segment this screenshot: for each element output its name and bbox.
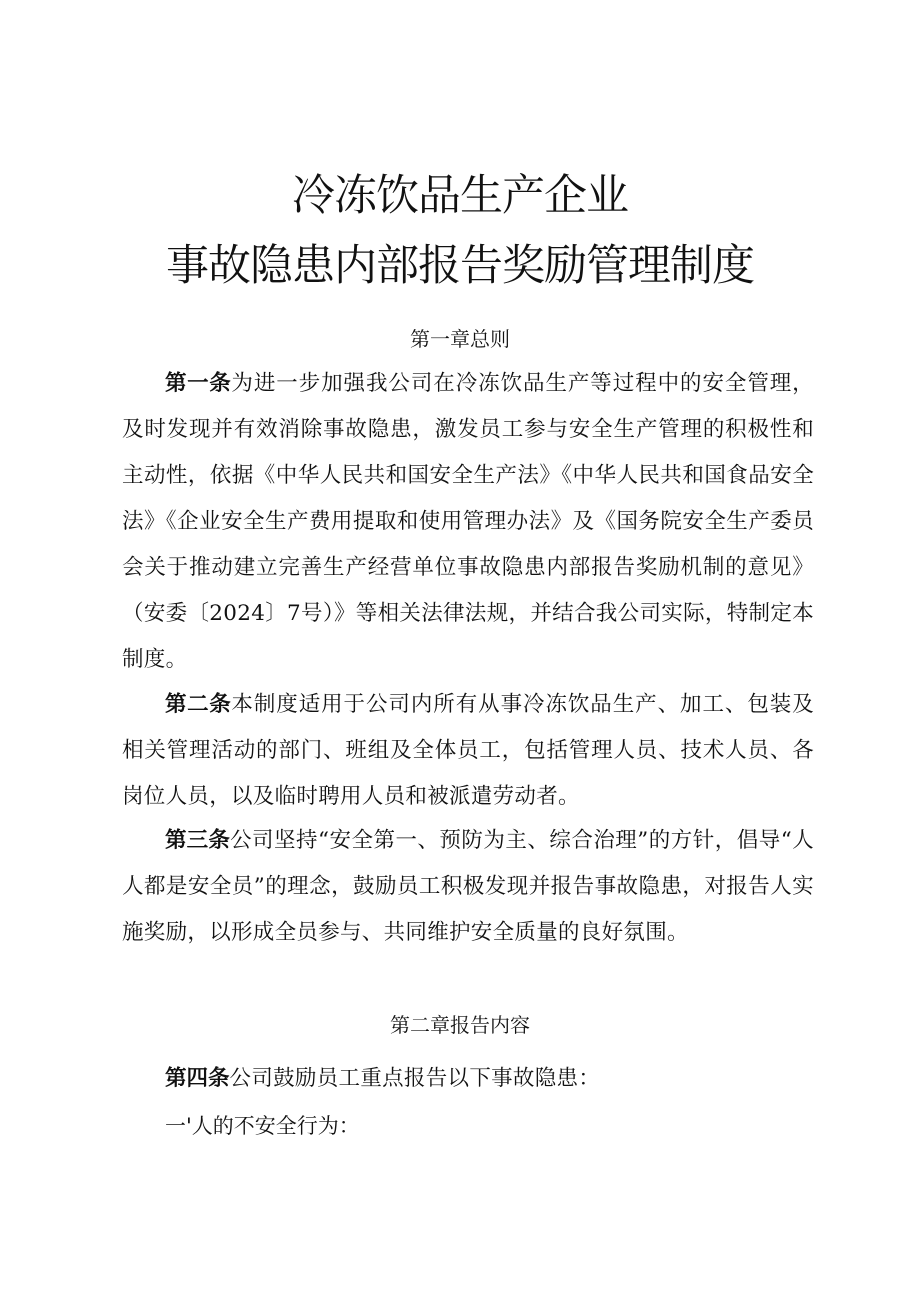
article-1-text: 为进一步加强我公司在冷冻饮品生产等过程中的安全管理，及时发现并有效消除事故隐患，激发员工参与安全生产管理的积极性和主动性，依据《中华人民共和国安全生产法》《中华人民共和国食品安全法》《企业安全生产费用提取和使用管理办法》及《国务院安全生产委员会关于推动建立完善生产经营单位事故隐患内部报告奖励机制的意见》（安委〔2024〕7号）》等相关法律法规，并结合我公司实际，特制定本制度。 <box>122 371 814 672</box>
document-title-line-2: 事故隐患内部报告奖励管理制度 <box>166 241 754 291</box>
article-1 <box>122 361 814 683</box>
chapter-1-heading: 第一章总则 <box>410 327 510 351</box>
article-3 <box>122 818 814 956</box>
chapter-2-heading: 第二章报告内容 <box>390 1013 530 1037</box>
article-4-label: 第四条 <box>165 1066 230 1091</box>
article-2-text: 本制度适用于公司内所有从事冷冻饮品生产、加工、包装及相关管理活动的部门、班组及全体员工，包括管理人员、技术人员、各岗位人员，以及临时聘用人员和被派遣劳动者。 <box>122 692 814 809</box>
article-3-text: 公司坚持“安全第一、预防为主、综合治理”的方针，倡导“人人都是安全员”的理念，鼓励员工积极发现并报告事故隐患，对报告人实施奖励，以形成全员参与、共同维护安全质量的良好氛围。 <box>122 828 814 945</box>
list-item-1: 一'人的不安全行为： <box>165 1114 360 1138</box>
article-2 <box>122 682 814 820</box>
article-1-label: 第一条 <box>165 371 232 396</box>
article-2-label: 第二条 <box>165 692 232 717</box>
document-title-line-1: 冷冻饮品生产企业 <box>292 171 628 221</box>
article-4 <box>122 1056 814 1102</box>
article-3-label: 第三条 <box>165 828 231 853</box>
article-4-text: 公司鼓励员工重点报告以下事故隐患： <box>229 1066 601 1091</box>
